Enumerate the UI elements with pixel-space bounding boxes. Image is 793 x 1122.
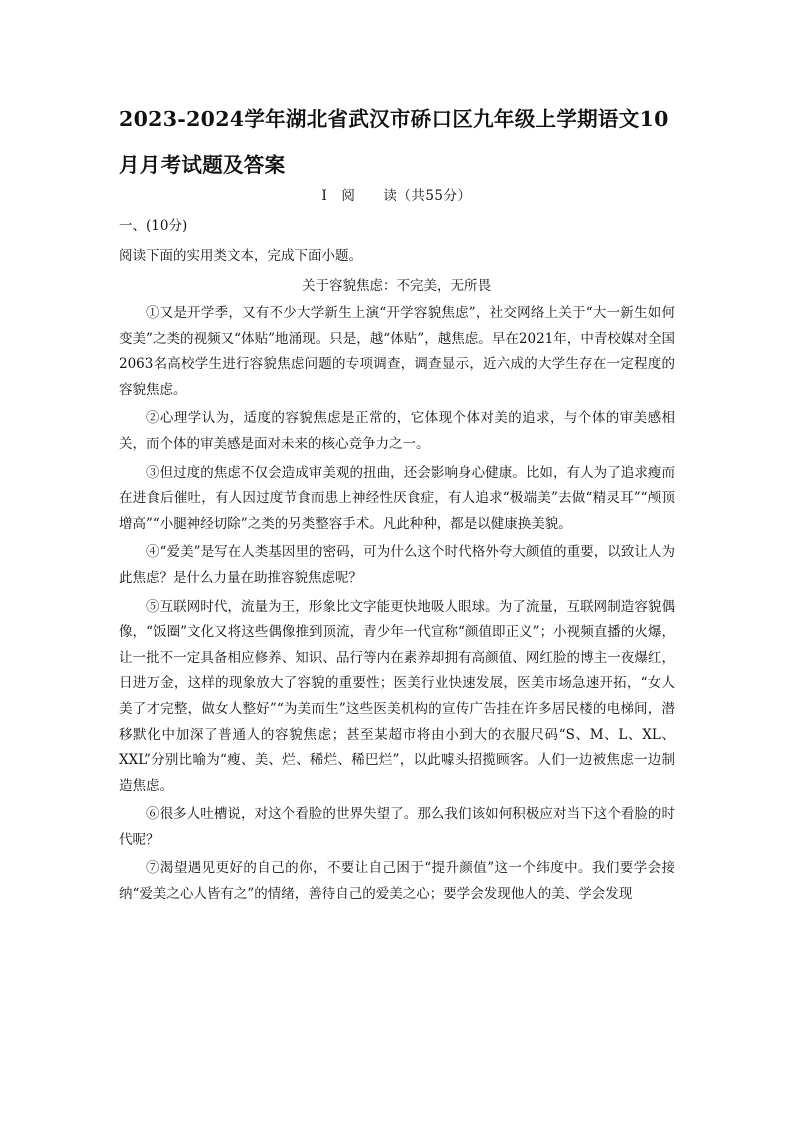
paragraph-7: ⑦渴望遇见更好的自己的你，不要让自己困于“提升颜值”这一个纬度中。我们要学会接纳“爱美之心人皆有之”的情绪，善待自己的爱美之心；要学会发现他人的美、学会发现 <box>119 860 675 903</box>
article-body <box>119 301 675 908</box>
paragraph-1: ①又是开学季，又有不少大学新生上演“开学容貌焦虑”，社交网络上关于“大一新生如何变美”之类的视频又“体贴”地涌现。只是，越“体贴”，越焦虑。早在2021年，中青校媒对全国2063名高校学生进行容貌焦虑问题的专项调查，调查显示，近六成的大学生存在一定程度的容貌焦虑。 <box>119 305 675 398</box>
paragraph-3: ③但过度的焦虑不仅会造成审美观的扭曲，还会影响身心健康。比如，有人为了追求瘦而在进食后催吐，有人因过度节食而患上神经性厌食症，有人追求“极端美”去做“精灵耳”“颅顶增高”“小腿神经切除”之类的另类整容手术。凡此种种，都是以健康换美貌。 <box>119 464 675 532</box>
paragraph-4: ④“爱美”是写在人类基因里的密码，可为什么这个时代格外夸大颜值的重要，以致让人为此焦虑？是什么力量在助推容貌焦虑呢？ <box>119 544 675 586</box>
article-title: 关于容貌焦虑：不完美，无所畏 <box>302 278 491 294</box>
paragraph-2: ②心理学认为，适度的容貌焦虑是正常的，它体现个体对美的追求，与个体的审美感相关，而个体的审美感是面对未来的核心竞争力之一。 <box>119 410 675 452</box>
section-heading: Ⅰ 阅 读（共55分） <box>321 188 472 204</box>
paragraph-6: ⑥很多人吐槽说，对这个看脸的世界失望了。那么我们该如何积极应对当下这个看脸的时代呢？ <box>119 806 675 848</box>
paragraph-5: ⑤互联网时代，流量为王，形象比文字能更快地吸人眼球。为了流量，互联网制造容貌偶像，“饭圈”文化又将这些偶像推到顶流，青少年一代宣称“颜值即正义”；小视频直播的火爆，让一批不一定具备相应修养、知识、品行等内在素养却拥有高颜值、网红脸的博主一夜爆红，日进万金，这样的现象放大了容貌的重要性；医美行业快速发展，医美市场急速开拓，“女人美了才完整，做女人整好”“为美而生”这些医美机构的宣传广告挂在许多居民楼的电梯间，潜移默化中加深了普通人的容貌焦虑；甚至某超市将由小到大的衣服尺码“S、M、L、XL、XXL”分别比喻为“瘦、美、烂、稀烂、稀巴烂”，以此噱头招揽顾客。人们一边被焦虑一边制造焦虑。 <box>119 598 675 794</box>
instruction-text: 阅读下面的实用类文本，完成下面小题。 <box>119 248 362 264</box>
part-label: 一、(10分) <box>119 218 188 234</box>
document-title: 2023-2024学年湖北省武汉市硚口区九年级上学期语文10月月考试题及答案 <box>119 107 669 177</box>
